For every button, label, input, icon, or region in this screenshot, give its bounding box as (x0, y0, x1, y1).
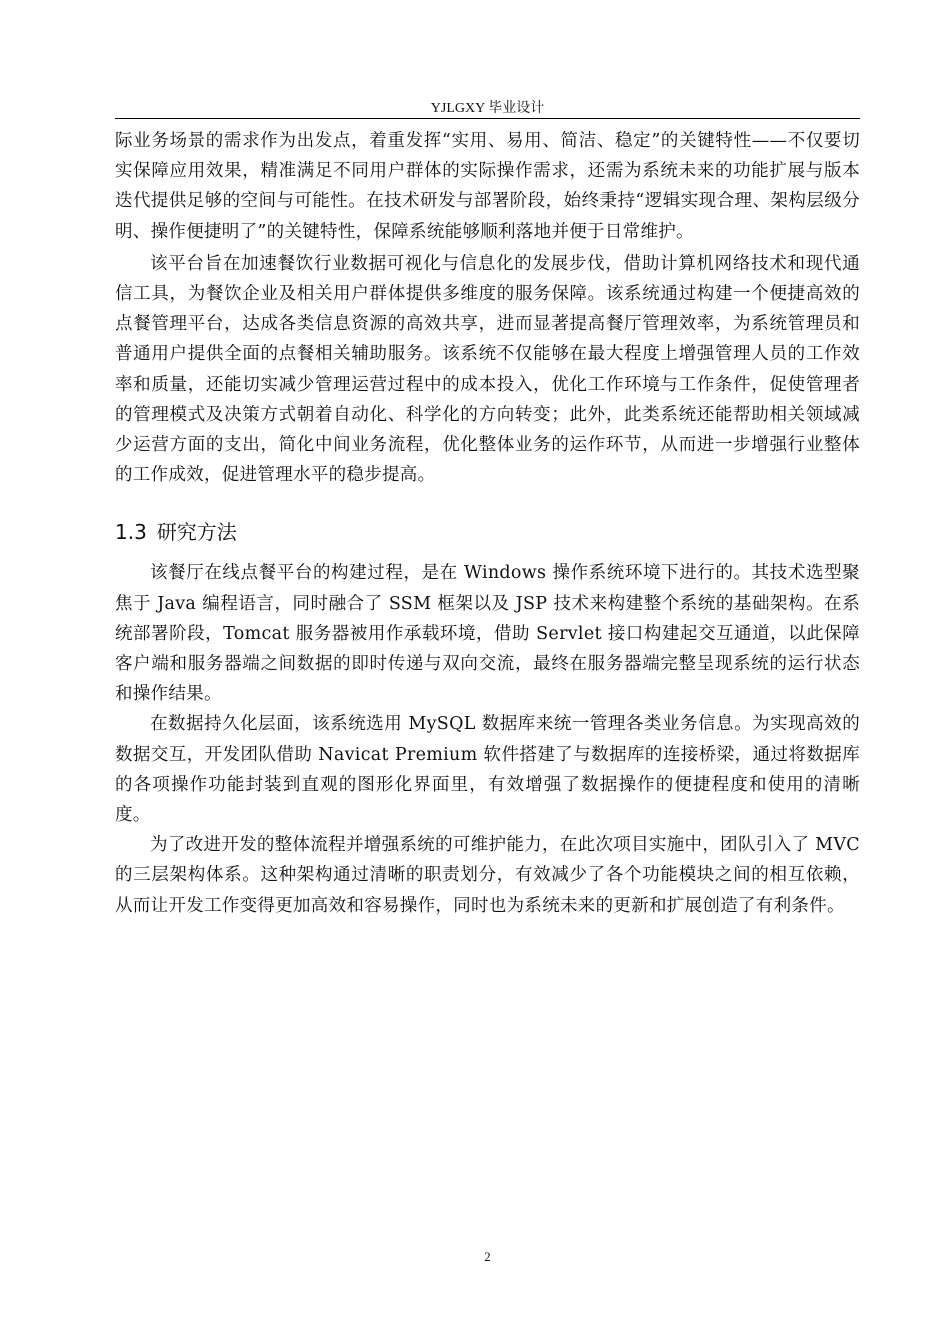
paragraph-tech-stack: 该餐厅在线点餐平台的构建过程，是在 Windows 操作系统环境下进行的。其技术选型聚焦于 Java 编程语言，同时融合了 SSM 框架以及 JSP 技术来构建整个系统的基础架构。在系统部署阶段，Tomcat 服务器被用作承载环境，借助 Servlet 接口构建起交互通道，以此保障客户端和服务器端之间数据的即时传递与双向交流，最终在服务器端完整呈现系统的运行状态和操作结果。 (115, 563, 860, 705)
section-heading (115, 518, 860, 546)
page-number: 2 (484, 1249, 491, 1264)
paragraph-continued: 际业务场景的需求作为出发点，着重发挥“实用、易用、简洁、稳定”的关键特性——不仅要切实保障应用效果，精准满足不同用户群体的实际操作需求，还需为系统未来的功能扩展与版本迭代提供足够的空间与可能性。在技术研发与部署阶段，始终秉持“逻辑实现合理、架构层级分明、操作便捷明了”的关键特性，保障系统能够顺利落地并便于日常维护。 (115, 131, 860, 242)
header-rule (115, 118, 860, 119)
page-body (115, 126, 860, 921)
section-title: 研究方法 (156, 520, 237, 545)
paragraph-architecture: 为了改进开发的整体流程并增强系统的可维护能力，在此次项目实施中，团队引入了 MVC 的三层架构体系。这种架构通过清晰的职责划分，有效减少了各个功能模块之间的相互依赖，从而让开发工作变得更加高效和容易操作，同时也为系统未来的更新和扩展创造了有利条件。 (115, 835, 860, 916)
page-header: YJLGXY 毕业设计 (430, 101, 545, 116)
section-number: 1.3 (115, 520, 147, 545)
paragraph-database: 在数据持久化层面，该系统选用 MySQL 数据库来统一管理各类业务信息。为实现高效的数据交互，开发团队借助 Navicat Premium 软件搭建了与数据库的连接桥梁，通过将数据库的各项操作功能封装到直观的图形化界面里，有效增强了数据操作的便捷程度和使用的清晰度。 (115, 714, 860, 826)
paragraph-platform-purpose: 该平台旨在加速餐饮行业数据可视化与信息化的发展步伐，借助计算机网络技术和现代通信工具，为餐饮企业及相关用户群体提供多维度的服务保障。该系统通过构建一个便捷高效的点餐管理平台，达成各类信息资源的高效共享，进而显著提高餐厅管理效率，为系统管理员和普通用户提供全面的点餐相关辅助服务。该系统不仅能够在最大程度上增强管理人员的工作效率和质量，还能切实减少管理运营过程中的成本投入，优化工作环境与工作条件，促使管理者的管理模式及决策方式朝着自动化、科学化的方向转变；此外，此类系统还能帮助相关领域减少运营方面的支出，简化中间业务流程，优化整体业务的运作环节，从而进一步增强行业整体的工作成效，促进管理水平的稳步提高。 (115, 253, 860, 486)
